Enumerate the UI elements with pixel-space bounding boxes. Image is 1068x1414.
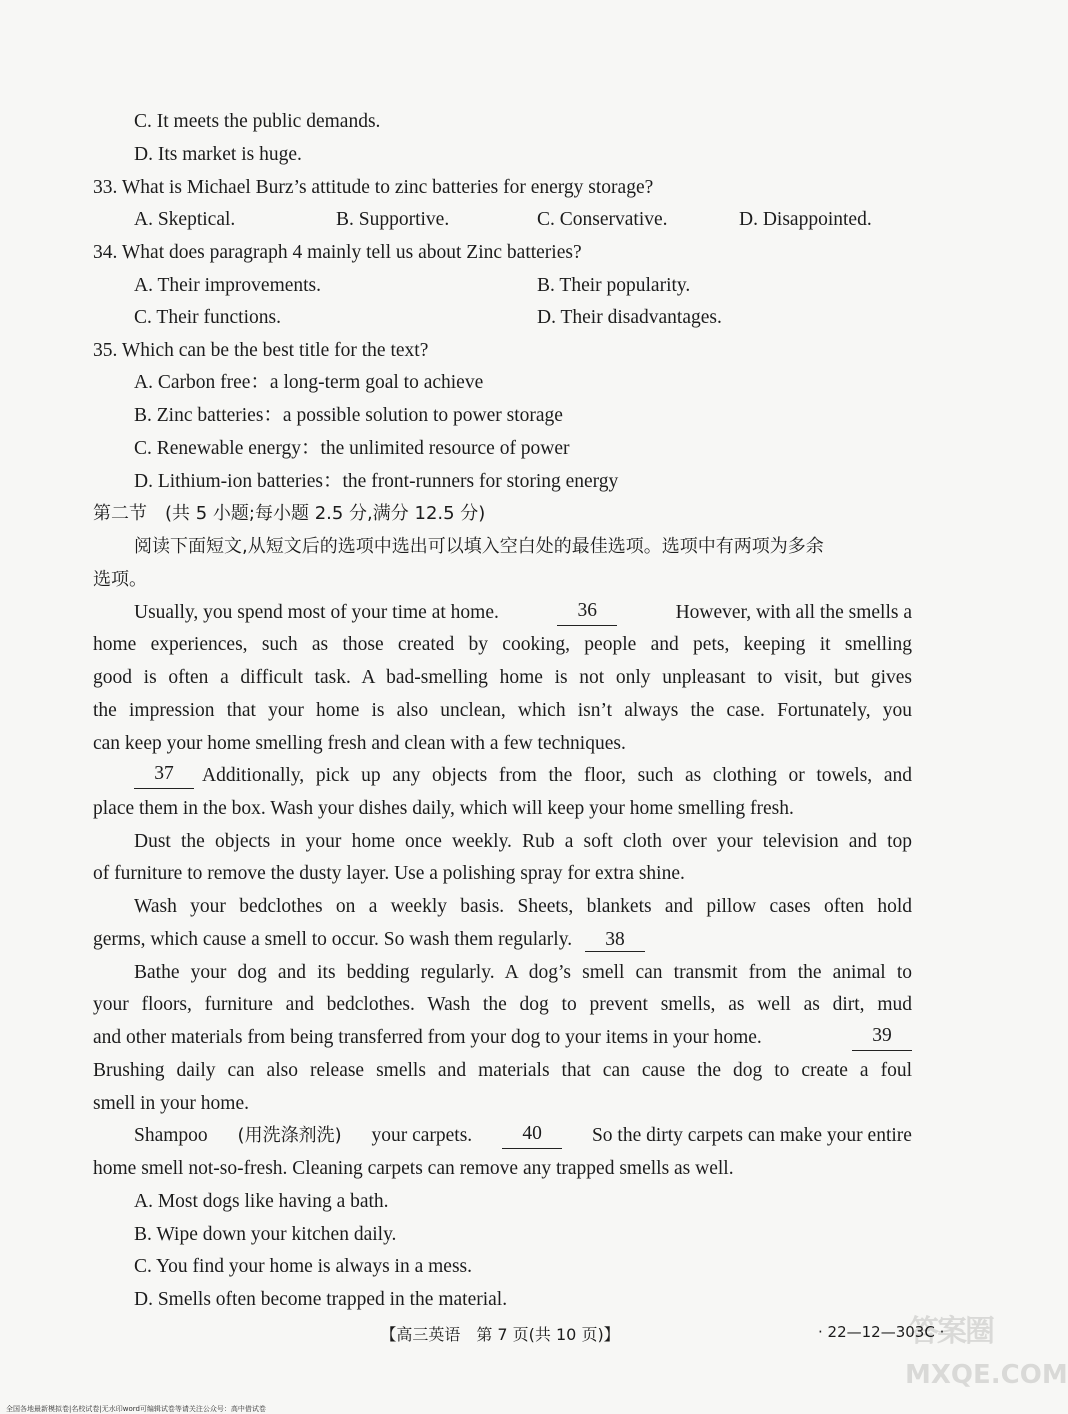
passage-text: So the dirty carpets can make your entire bbox=[591, 1125, 912, 1146]
passage-p1-line3 bbox=[93, 665, 912, 691]
passage-p1-line1 bbox=[134, 600, 912, 626]
passage-text: and other materials from being transferred from your dog to your items in your home. bbox=[93, 1027, 762, 1048]
blank-39: 39 bbox=[852, 1025, 912, 1051]
passage-p6-line2: home smell not-so-fresh. Cleaning carpets can remove any trapped smells as well. bbox=[93, 1158, 734, 1179]
q35-option-b: B. Zinc batteries：a possible solution to power storage bbox=[134, 405, 563, 426]
passage-text: Brushing daily can also release smells and materials that can cause the dog to create a foul bbox=[93, 1060, 912, 1081]
section2-heading: 第二节 (共 5 小题;每小题 2.5 分,满分 12.5 分) bbox=[93, 503, 486, 524]
q33-option-b: B. Supportive. bbox=[336, 209, 450, 230]
q35-stem: 35. Which can be the best title for the text? bbox=[93, 340, 429, 361]
passage-text: However, with all the smells a bbox=[675, 602, 912, 623]
passage-gloss: (用洗涤剂洗) bbox=[237, 1125, 342, 1146]
passage-text: your floors, furniture and bedclothes. Wash the dog to prevent smells, as well as dirt, mud bbox=[93, 994, 912, 1015]
choice-b: B. Wipe down your kitchen daily. bbox=[134, 1224, 397, 1245]
passage-p2-line2: place them in the box. Wash your dishes daily, which will keep your home smelling fresh. bbox=[93, 798, 794, 819]
q34-option-b: B. Their popularity. bbox=[537, 275, 691, 296]
choice-d: D. Smells often become trapped in the material. bbox=[134, 1289, 508, 1310]
q32-option-d: D. Its market is huge. bbox=[134, 144, 302, 165]
choice-c: C. You find your home is always in a mess. bbox=[134, 1256, 472, 1277]
passage-p1-line5: can keep your home smelling fresh and clean with a few techniques. bbox=[93, 733, 626, 754]
watermark-logo bbox=[905, 1300, 1068, 1400]
passage-p3-line1 bbox=[134, 829, 912, 855]
page-footer: 【高三英语 第 7 页(共 10 页)】 bbox=[380, 1325, 620, 1344]
q34-option-a: A. Their improvements. bbox=[134, 275, 322, 296]
passage-text: home experiences, such as those created by cooking, people and pets, keeping it smelling bbox=[93, 634, 912, 655]
section2-instructions-line2: 选项。 bbox=[93, 569, 147, 590]
passage-p5-line2 bbox=[93, 992, 912, 1018]
passage-text: Shampoo bbox=[134, 1125, 208, 1146]
passage-text: the impression that your home is also unclean, which isn’t always the case. Fortunately, you bbox=[93, 700, 912, 721]
passage-p5-line5: smell in your home. bbox=[93, 1093, 249, 1114]
watermark-text: 答案圈 bbox=[909, 1314, 993, 1349]
q34-stem: 34. What does paragraph 4 mainly tell us about Zinc batteries? bbox=[93, 242, 582, 263]
bottom-credit: 全国各地最新模拟卷|名校试卷|无水印word可编辑试卷等请关注公众号：高中借试卷 bbox=[6, 1405, 266, 1413]
passage-p5-line3 bbox=[93, 1025, 912, 1051]
passage-p6-line1 bbox=[134, 1123, 912, 1149]
watermark-url: MXQE.COM bbox=[905, 1360, 1068, 1390]
blank-37: 37 bbox=[134, 763, 194, 789]
q34-option-d: D. Their disadvantages. bbox=[537, 307, 722, 328]
passage-text: germs, which cause a smell to occur. So wash them regularly. bbox=[93, 929, 573, 950]
q35-option-d: D. Lithium-ion batteries：the front-runners for storing energy bbox=[134, 471, 619, 492]
exam-code: · 22—12—303C · bbox=[818, 1323, 945, 1341]
passage-p1-line2 bbox=[93, 632, 912, 658]
passage-p3-line2: of furniture to remove the dusty layer. Use a polishing spray for extra shine. bbox=[93, 863, 685, 884]
blank-38: 38 bbox=[585, 929, 645, 952]
passage-p5-line1 bbox=[134, 960, 912, 986]
passage-p4-line1 bbox=[134, 894, 912, 920]
passage-text: good is often a difficult task. A bad-smelling home is not only unpleasant to visit, but gives bbox=[93, 667, 912, 688]
passage-text: Wash your bedclothes on a weekly basis. Sheets, blankets and pillow cases often hold bbox=[134, 896, 912, 917]
q34-option-c: C. Their functions. bbox=[134, 307, 281, 328]
q33-option-a: A. Skeptical. bbox=[134, 209, 236, 230]
passage-text: Additionally, pick up any objects from the floor, such as clothing or towels, and bbox=[202, 765, 912, 786]
choice-a: A. Most dogs like having a bath. bbox=[134, 1191, 389, 1212]
q32-option-c: C. It meets the public demands. bbox=[134, 111, 381, 132]
section2-instructions-line1: 阅读下面短文,从短文后的选项中选出可以填入空白处的最佳选项。选项中有两项为多余 bbox=[134, 536, 824, 557]
q33-stem: 33. What is Michael Burz’s attitude to zinc batteries for energy storage? bbox=[93, 177, 654, 198]
q35-option-c: C. Renewable energy：the unlimited resource of power bbox=[134, 438, 570, 459]
passage-p2-line1 bbox=[134, 763, 912, 789]
q33-option-d: D. Disappointed. bbox=[739, 209, 872, 230]
passage-p1-line4 bbox=[93, 698, 912, 724]
q35-option-a: A. Carbon free：a long-term goal to achieve bbox=[134, 372, 484, 393]
passage-p5-line4 bbox=[93, 1058, 912, 1084]
blank-36: 36 bbox=[557, 600, 617, 626]
passage-text: Bathe your dog and its bedding regularly. A dog’s smell can transmit from the animal to bbox=[134, 962, 912, 983]
passage-text: your carpets. bbox=[371, 1125, 473, 1146]
passage-text: Usually, you spend most of your time at home. bbox=[134, 602, 499, 623]
passage-text: Dust the objects in your home once weekly. Rub a soft cloth over your television and top bbox=[134, 831, 912, 852]
blank-40: 40 bbox=[502, 1123, 562, 1149]
passage-p4-line2 bbox=[93, 927, 645, 953]
q33-option-c: C. Conservative. bbox=[537, 209, 668, 230]
